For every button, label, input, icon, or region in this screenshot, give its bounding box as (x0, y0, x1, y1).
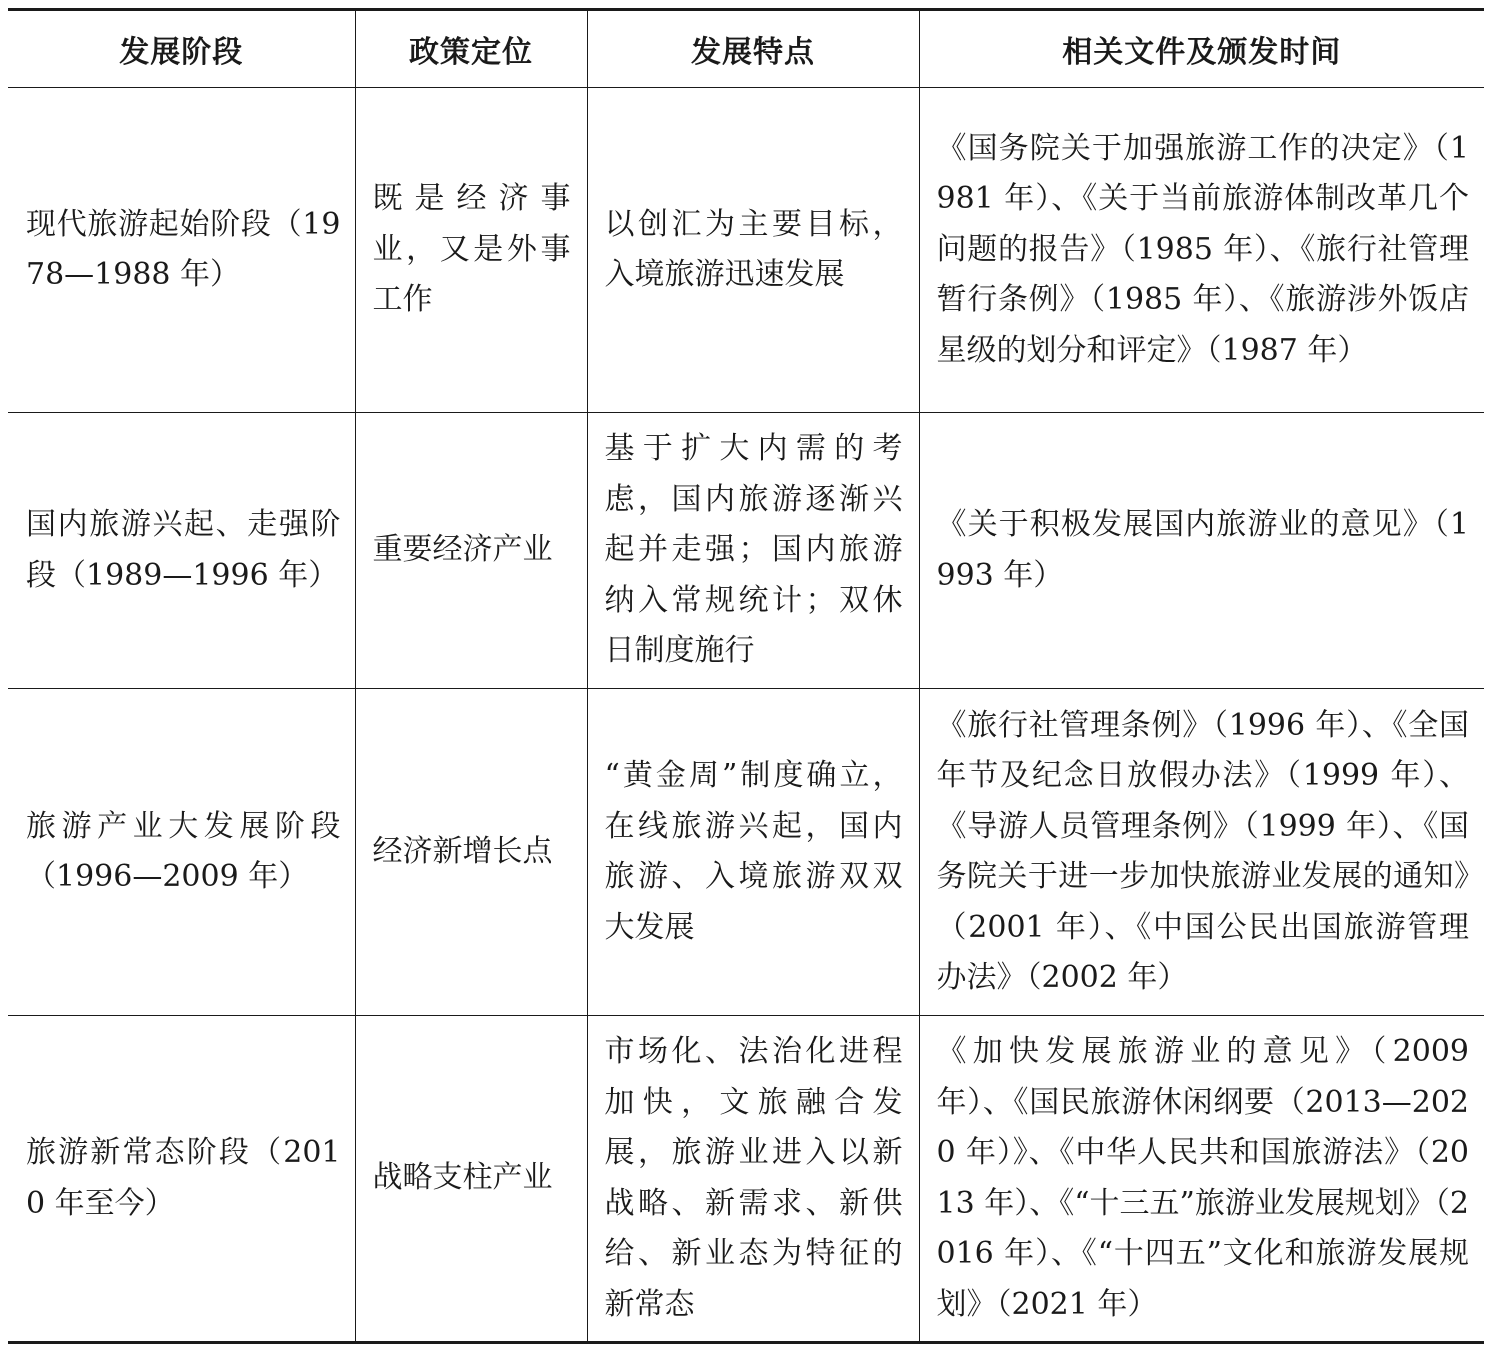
documents-cell: 《旅行社管理条例》（1996 年）、《全国年节及纪念日放假办法》（1999 年）、《导游人员管理条例》（1999 年）、《国务院关于进一步加快旅游业发展的通知》（2001 年）、《中国公民出国旅游管理办法》（2002 年） (919, 689, 1484, 1016)
table-row (8, 689, 1484, 1016)
policy-cell: 战略支柱产业 (355, 1016, 587, 1343)
policy-cell: 重要经济产业 (355, 413, 587, 689)
tourism-policy-table (8, 8, 1484, 1344)
header-policy: 政策定位 (355, 10, 587, 88)
features-cell: “黄金周”制度确立，在线旅游兴起，国内旅游、入境旅游双双大发展 (587, 689, 919, 1016)
policy-cell: 既是经济事业，又是外事工作 (355, 88, 587, 413)
table-row (8, 1016, 1484, 1343)
documents-cell: 《关于积极发展国内旅游业的意见》（1993 年） (919, 413, 1484, 689)
features-cell: 以创汇为主要目标，入境旅游迅速发展 (587, 88, 919, 413)
documents-cell: 《国务院关于加强旅游工作的决定》（1981 年）、《关于当前旅游体制改革几个问题的报告》（1985 年）、《旅行社管理暂行条例》（1985 年）、《旅游涉外饭店星级的划分和评定》（1987 年） (919, 88, 1484, 413)
stage-cell: 旅游产业大发展阶段（1996—2009 年） (8, 689, 355, 1016)
tourism-policy-table-container (8, 8, 1484, 1344)
stage-cell: 国内旅游兴起、走强阶段（1989—1996 年） (8, 413, 355, 689)
stage-cell: 旅游新常态阶段（2010 年至今） (8, 1016, 355, 1343)
table-header (8, 10, 1484, 88)
header-row (8, 10, 1484, 88)
table-row (8, 88, 1484, 413)
table-row (8, 413, 1484, 689)
header-features: 发展特点 (587, 10, 919, 88)
documents-cell: 《加快发展旅游业的意见》（2009 年）、《国民旅游休闲纲要（2013—2020 年）》、《中华人民共和国旅游法》（2013 年）、《“十三五”旅游业发展规划》（2016 年）、《“十四五”文化和旅游发展规划》（2021 年） (919, 1016, 1484, 1343)
features-cell: 基于扩大内需的考虑，国内旅游逐渐兴起并走强；国内旅游纳入常规统计；双休日制度施行 (587, 413, 919, 689)
header-documents: 相关文件及颁发时间 (919, 10, 1484, 88)
stage-cell: 现代旅游起始阶段（1978—1988 年） (8, 88, 355, 413)
features-cell: 市场化、法治化进程加快，文旅融合发展，旅游业进入以新战略、新需求、新供给、新业态为特征的新常态 (587, 1016, 919, 1343)
policy-cell: 经济新增长点 (355, 689, 587, 1016)
header-stage: 发展阶段 (8, 10, 355, 88)
table-body (8, 88, 1484, 1343)
